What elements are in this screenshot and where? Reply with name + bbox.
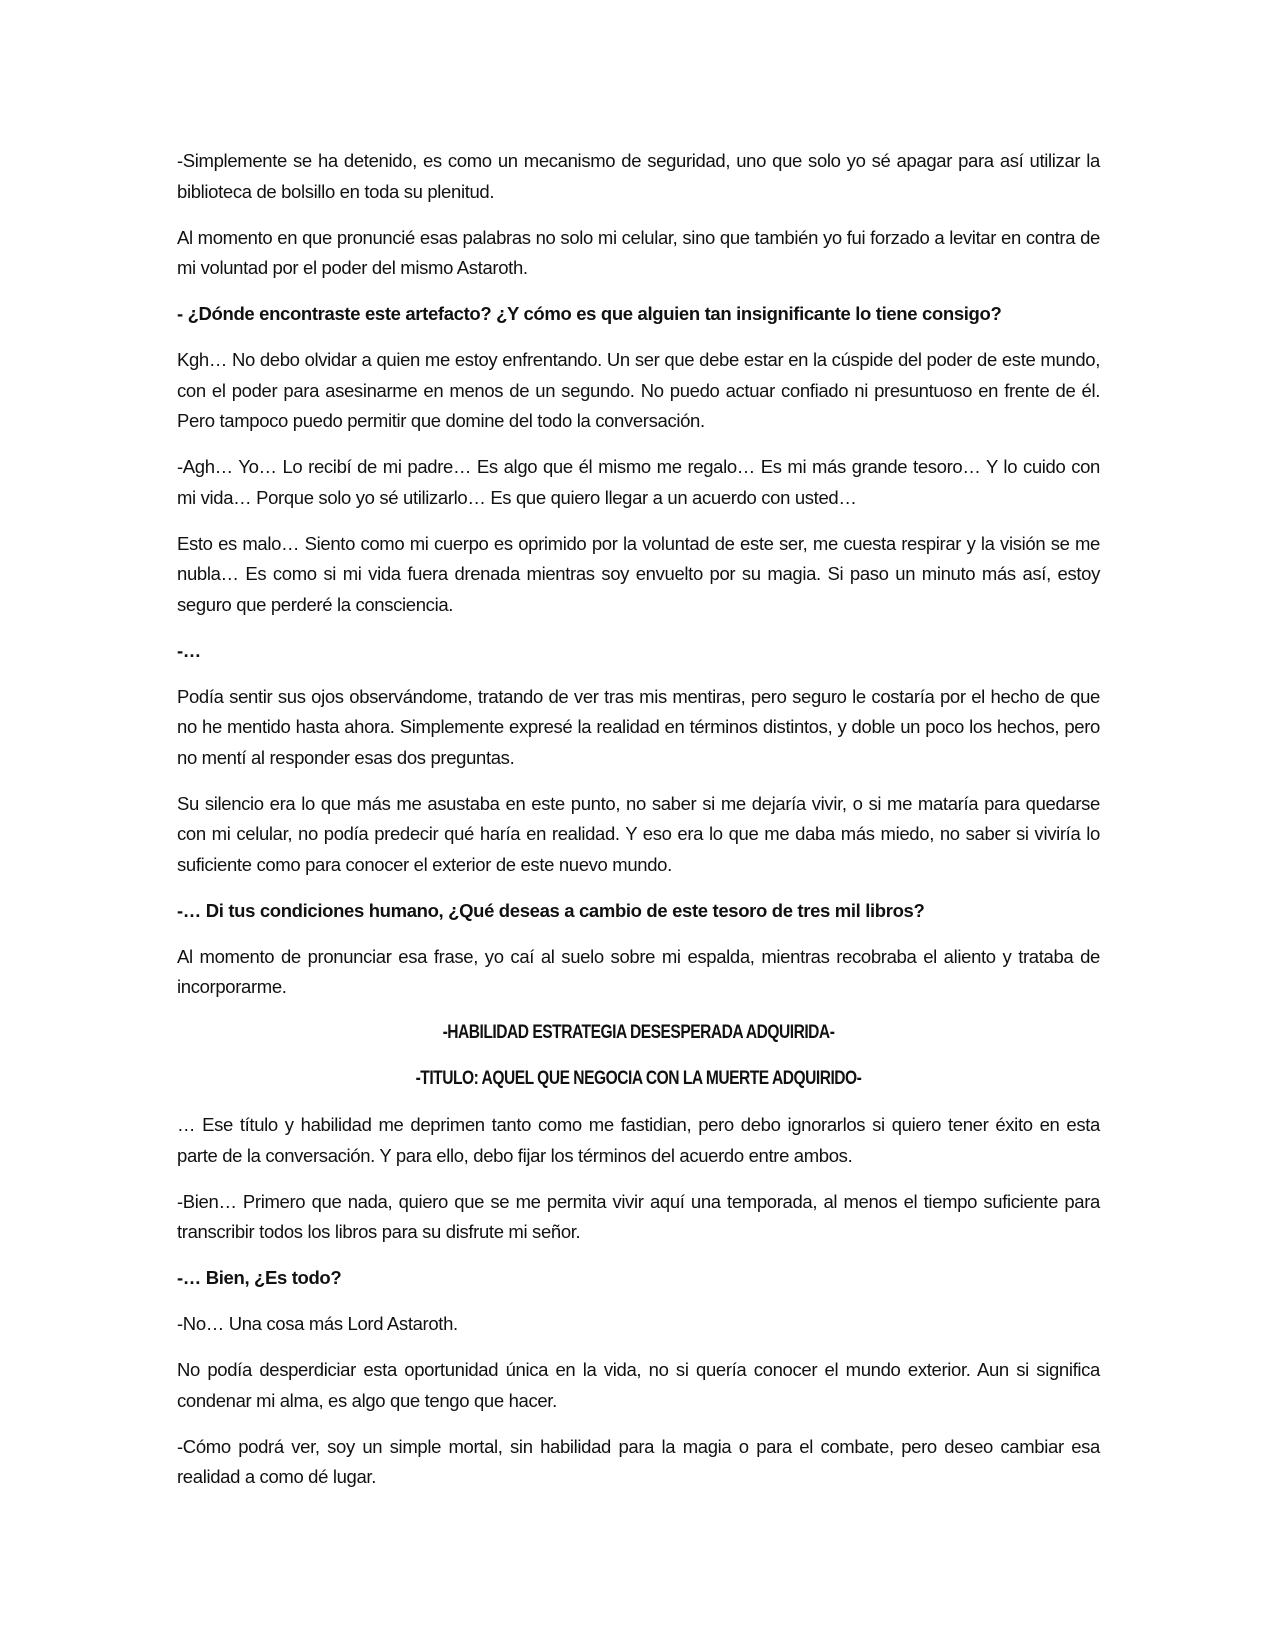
paragraph: Al momento en que pronuncié esas palabras no solo mi celular, sino que también yo fui forzado a levitar en contra de mi voluntad por el poder del mismo Astaroth. — [177, 226, 1100, 278]
system-notice-heading: -TITULO: AQUEL QUE NEGOCIA CON LA MUERTE ADQUIRIDO- — [415, 1068, 862, 1089]
system-notice-heading: -HABILIDAD ESTRATEGIA DESESPERADA ADQUIRIDA- — [442, 1022, 835, 1043]
paragraph: -Cómo podrá ver, soy un simple mortal, sin habilidad para la magia o para el combate, pero deseo cambiar esa realidad a como dé lugar. — [177, 1435, 1100, 1487]
paragraph: -Bien… Primero que nada, quiero que se me permita vivir aquí una temporada, al menos el tiempo suficiente para transcribir todos los libros para su disfrute mi señor. — [177, 1190, 1100, 1242]
document-page — [177, 146, 1100, 1508]
dialogue-bold-paragraph: -… Di tus condiciones humano, ¿Qué deseas a cambio de este tesoro de tres mil libros? — [177, 899, 925, 921]
dialogue-bold-paragraph: -… — [177, 639, 201, 661]
paragraph: -Simplemente se ha detenido, es como un mecanismo de seguridad, uno que solo yo sé apagar para así utilizar la biblioteca de bolsillo en toda su plenitud. — [177, 150, 1100, 202]
paragraph: -No… Una cosa más Lord Astaroth. — [177, 1313, 458, 1334]
paragraph: Podía sentir sus ojos observándome, tratando de ver tras mis mentiras, pero seguro le costaría por el hecho de que no he mentido hasta ahora. Simplemente expresé la realidad en términos distintos, y doble un poco los hechos, pero no mentí al responder esas dos preguntas. — [177, 685, 1100, 768]
paragraph: Su silencio era lo que más me asustaba en este punto, no saber si me dejaría vivir, o si me mataría para quedarse con mi celular, no podía predecir qué haría en realidad. Y eso era lo que me daba más miedo, no saber si viviría lo suficiente como para conocer el exterior de este nuevo mundo. — [177, 792, 1100, 875]
paragraph: Kgh… No debo olvidar a quien me estoy enfrentando. Un ser que debe estar en la cúspide del poder de este mundo, con el poder para asesinarme en menos de un segundo. No puedo actuar confiado ni presuntuoso en frente de él. Pero tampoco puedo permitir que domine del todo la conversación. — [177, 349, 1100, 431]
paragraph: Al momento de pronunciar esa frase, yo caí al suelo sobre mi espalda, mientras recobraba el aliento y trataba de incorporarme. — [177, 945, 1100, 997]
paragraph: -Agh… Yo… Lo recibí de mi padre… Es algo que él mismo me regalo… Es mi más grande tesoro… Y lo cuido con mi vida… Porque solo yo sé utilizarlo… Es que quiero llegar a un acuerdo con usted… — [177, 456, 1100, 508]
paragraph: … Ese título y habilidad me deprimen tanto como me fastidian, pero debo ignorarlos si quiero tener éxito en esta parte de la conversación. Y para ello, debo fijar los términos del acuerdo entre ambos. — [177, 1114, 1100, 1166]
dialogue-bold-paragraph: - ¿Dónde encontraste este artefacto? ¿Y cómo es que alguien tan insignificante lo tiene consigo? — [177, 303, 1002, 324]
paragraph: Esto es malo… Siento como mi cuerpo es oprimido por la voluntad de este ser, me cuesta respirar y la visión se me nubla… Es como si mi vida fuera drenada mientras soy envuelto por su magia. Si paso un minuto más así, estoy seguro que perderé la consciencia. — [177, 532, 1100, 615]
paragraph: No podía desperdiciar esta oportunidad única en la vida, no si quería conocer el mundo exterior. Aun si significa condenar mi alma, es algo que tengo que hacer. — [177, 1359, 1100, 1411]
dialogue-bold-paragraph: -… Bien, ¿Es todo? — [177, 1267, 342, 1288]
